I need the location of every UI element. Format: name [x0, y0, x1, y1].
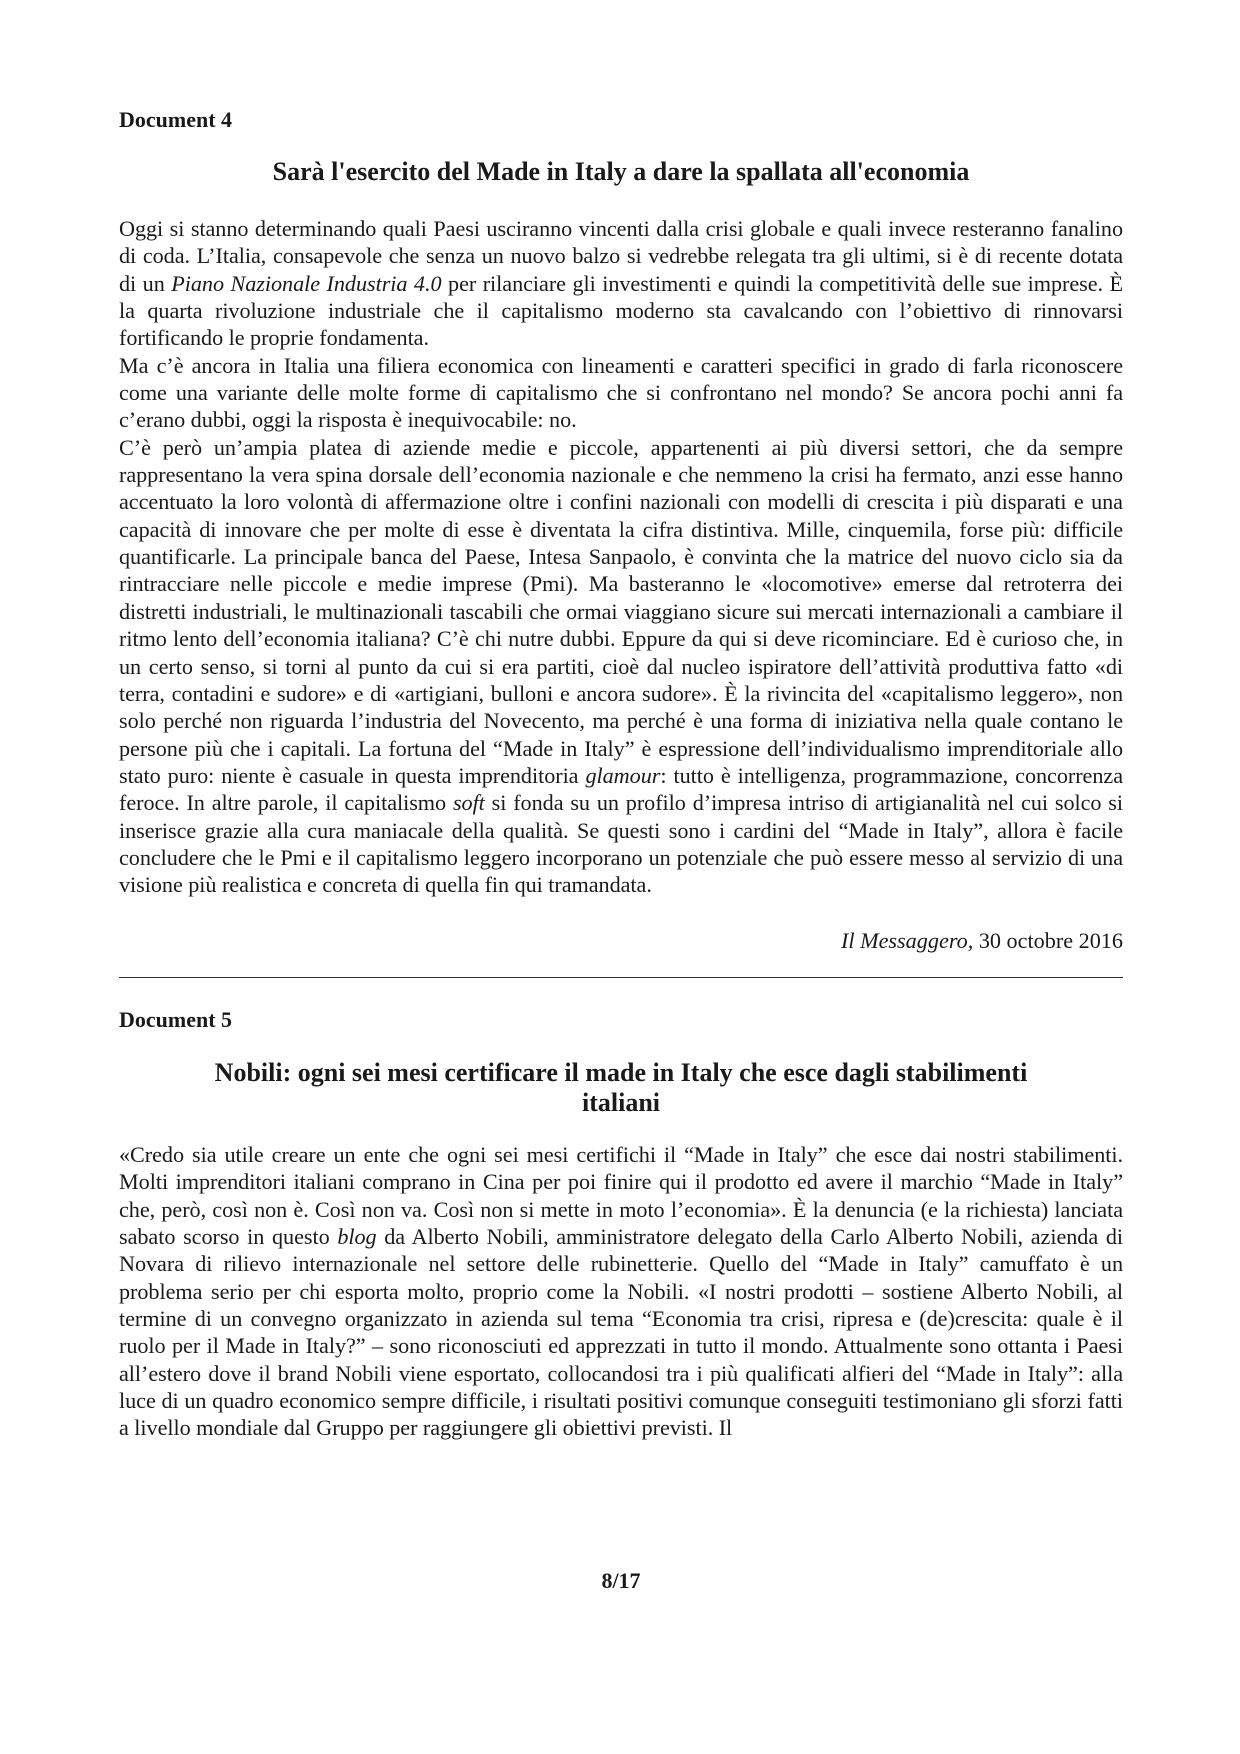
document-5-body [119, 1141, 1123, 1442]
document-4-paragraph: Ma c’è ancora in Italia una filiera economica con lineamenti e caratteri specifici in grado di farla riconoscere come una variante delle molte forme di capitalismo che si confrontano nel mondo? Se ancora pochi anni fa c’erano dubbi, oggi la risposta è inequivocabile: no. [119, 352, 1123, 433]
italic-term: Piano Nazionale Industria 4.0 [171, 270, 442, 296]
document-5-title: Nobili: ogni sei mesi certificare il made in Italy che esce dagli stabilimenti italiani [214, 1058, 1028, 1117]
document-5-label: Document 5 [119, 1007, 233, 1032]
page-number: 8/17 [601, 1568, 641, 1593]
document-4-paragraph: C’è però un’ampia platea di aziende medie e piccole, appartenenti ai più diversi settori, che da sempre rappresentano la vera spina dorsale dell’economia nazionale e che nemmeno la crisi ha fermato, anzi esse hanno accentuato la loro volontà di affermazione oltre i confini nazionali con modelli di crescita i più disparati e una capacità di innovare che per molte di esse è diventata la cifra distintiva. Mille, cinquemila, forse più: difficile quantificarle. La principale banca del Paese, Intesa Sanpaolo, è convinta che la matrice del nuovo ciclo sia da rintracciare nelle piccole e medie imprese (Pmi). Ma basteranno le «locomotive» emerse dal retroterra dei distretti industriali, le multinazionali tascabili che ormai viaggiano sicure sui mercati internazionali a cambiare il ritmo lento dell’economia italiana? C’è chi nutre dubbi. Eppure da qui si deve ricominciare. Ed è curioso che, in un certo senso, si torni al punto da cui si era partiti, cioè dal nucleo ispiratore dell’attività produttiva fatto «di terra, contadini e sudore» e di «artigiani, bulloni e ancora sudore». È la rivincita del «capitalismo leggero», non solo perché non riguarda l’industria del Novecento, ma perché è una forma di iniziativa nella quale contano le persone più che i capitali. La fortuna del “Made in Italy” è espressione dell’individualismo imprenditoriale allo stato puro: niente è casuale in questa imprenditoria glamour: tutto è intelligenza, programmazione, concorrenza feroce. In altre parole, il capitalismo soft si fonda su un profilo d’impresa intriso di artigianalità nel cui solco si inserisce grazie alla cura maniacale della qualità. Se questi sono i cardini del “Made in Italy”, allora è facile concludere che le Pmi e il capitalismo leggero incorporano un potenziale che può essere messo al servizio di una visione più realistica e concreta di quella fin qui tramandata. [119, 434, 1124, 898]
document-4-label: Document 4 [119, 107, 233, 132]
source-publication: Il Messaggero, [840, 928, 974, 953]
italic-term: glamour [585, 762, 661, 788]
document-4-source [841, 927, 1123, 954]
document-4-body [119, 215, 1123, 899]
section-divider [119, 977, 1123, 978]
italic-term: blog [337, 1224, 377, 1250]
italic-term: soft [452, 790, 485, 816]
document-4-title: Sarà l'esercito del Made in Italy a dare la spallata all'economia [272, 157, 970, 186]
document-5-paragraph: «Credo sia utile creare un ente che ogni sei mesi certifichi il “Made in Italy” che esce dai nostri stabilimenti. Molti imprenditori italiani comprano in Cina per poi finire qui il prodotto ed avere il marchio “Made in Italy” che, però, così non è. Così non va. Così non si mette in moto l’economia». È la denuncia (e la richiesta) lanciata sabato scorso in questo blog da Alberto Nobili, amministratore delegato della Carlo Alberto Nobili, azienda di Novara di rilievo internazionale nel settore delle rubinetterie. Quello del “Made in Italy” camuffato è un problema serio per chi esporta molto, proprio come la Nobili. «I nostri prodotti – sostiene Alberto Nobili, al termine di un convegno organizzato in azienda sul tema “Economia tra crisi, ripresa e (de)crescita: quale è il ruolo per il Made in Italy?” – sono riconosciuti ed apprezzati in tutto il mondo. Attualmente sono ottanta i Paesi all’estero dove il brand Nobili viene esportato, collocandosi tra i più qualificati alfieri del “Made in Italy”: alla luce di un quadro economico sempre difficile, i risultati positivi comunque conseguiti testimoniano gli sforzi fatti a livello mondiale dal Gruppo per raggiungere gli obiettivi previsti. Il [119, 1142, 1123, 1441]
source-date: 30 octobre 2016 [973, 928, 1123, 953]
document-4-paragraph: Oggi si stanno determinando quali Paesi usciranno vincenti dalla crisi globale e quali invece resteranno fanalino di coda. L’Italia, consapevole che senza un nuovo balzo si vedrebbe relegata tra gli ultimi, si è di recente dotata di un Piano Nazionale Industria 4.0 per rilanciare gli investimenti e quindi la competitività delle sue imprese. È la quarta rivoluzione industriale che il capitalismo moderno sta cavalcando con l’obiettivo di rinnovarsi fortificando le proprie fondamenta. [119, 216, 1123, 351]
